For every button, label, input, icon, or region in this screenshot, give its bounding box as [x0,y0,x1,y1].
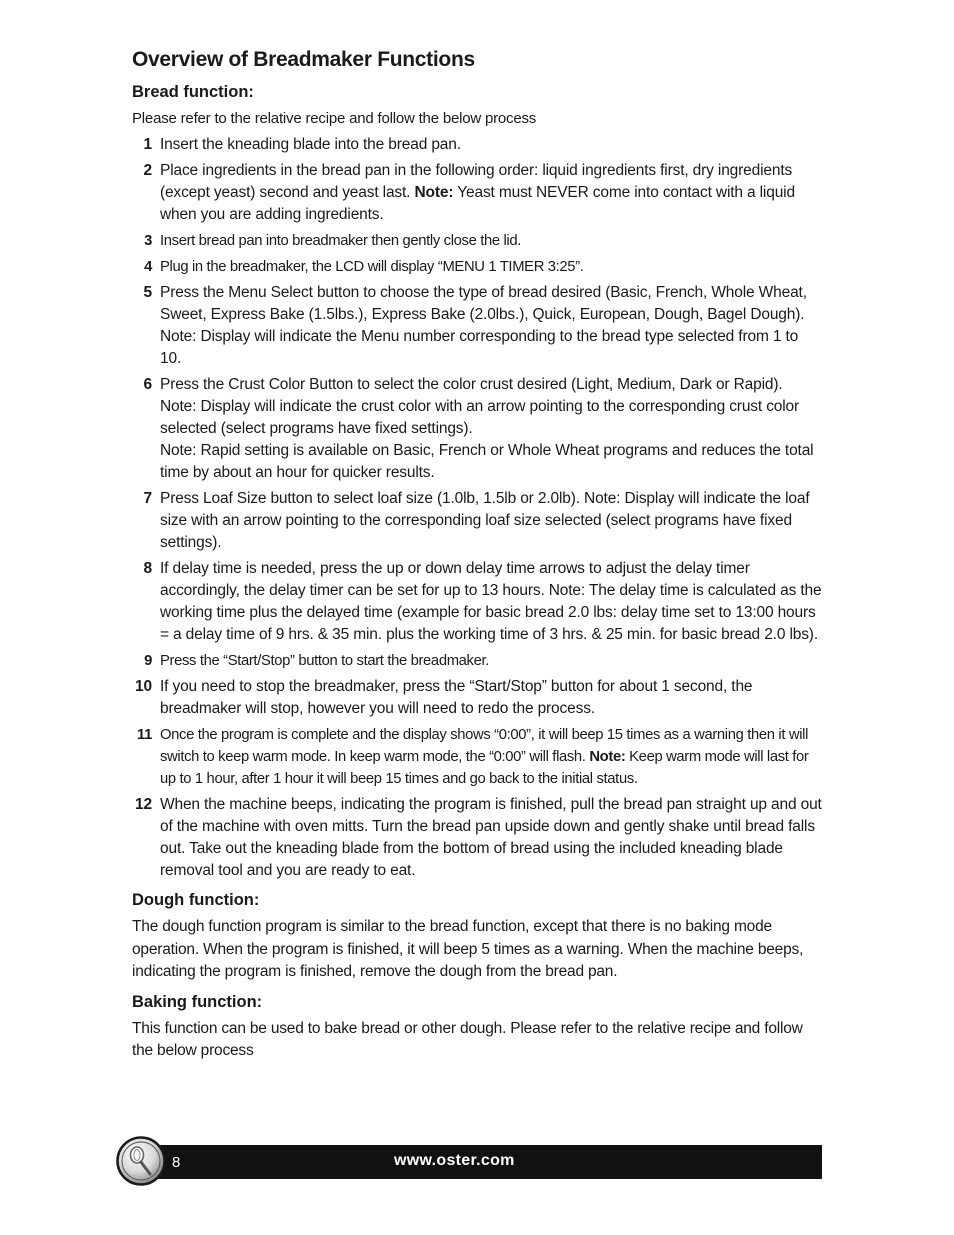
step-text: Insert the kneading blade into the bread pan. [160,136,461,153]
step-item [132,256,822,278]
footer-url: www.oster.com [394,1152,515,1169]
bread-steps-list [132,134,822,882]
step-number: 9 [144,653,152,669]
document-page [132,48,822,1063]
step-item [132,724,822,790]
dough-function-heading: Dough function: [132,891,260,909]
step-item [132,794,822,882]
step-item [132,374,822,484]
magnifier-whisk-icon [116,1136,166,1186]
dough-function-section [132,891,822,984]
step-item [132,650,822,672]
step-text: Place ingredients in the bread pan in the following order: liquid ingredients first, dry ingredients (except yeast) second and yeast last. [160,162,793,201]
step-item [132,160,822,226]
step-text: Keep warm mode will last for up to 1 hour, after 1 hour it will beep 15 times and go back to the initial status. [160,749,809,787]
step-number: 3 [144,233,152,249]
step-item [132,134,822,156]
bread-function-heading: Bread function: [132,83,254,101]
step-number: 1 [143,136,152,153]
note-label: Note: [414,184,454,201]
step-number: 4 [144,259,152,275]
step-number: 5 [143,284,152,301]
step-item [132,558,822,646]
step-text: Press the Menu Select button to choose the type of bread desired (Basic, French, Whole Wheat, Sweet, Express Bake (1.5lbs.), Express Bake (2.0lbs.), Quick, European, Dough, Bagel Dough). Note: Display will indicate the Menu number corresponding to the bread type selected from 1 to 10. [160,284,807,367]
dough-function-body: The dough function program is similar to the bread function, except that there is no baking mode operation. When the program is finished, it will beep 5 times as a warning. When the machine beeps, indicating the program is finished, remove the dough from the bread pan. [132,918,804,980]
step-number: 12 [135,796,152,813]
step-text: Plug in the breadmaker, the LCD will display “MENU 1 TIMER 3:25”. [160,259,584,275]
step-item [132,282,822,370]
baking-function-heading: Baking function: [132,992,263,1011]
page-footer [116,1136,822,1190]
step-item [132,488,822,554]
step-text: Once the program is complete and the display shows “0:00”, it will beep 15 times as a warning then it will switch to keep warm mode. In keep warm mode, the “0:00” will flash. [160,727,809,765]
step-number: 7 [143,490,152,507]
step-number: 2 [143,162,152,179]
step-number: 10 [135,678,152,695]
page-title: Overview of Breadmaker Functions [132,48,475,71]
step-text: Press the Crust Color Button to select the color crust desired (Light, Medium, Dark or Rapid). Note: Display will indicate the crust color with an arrow pointing to the corresponding crust color selected (select programs have fixed settings). [160,376,800,437]
bread-function-intro: Please refer to the relative recipe and follow the below process [132,110,537,127]
step-item [132,230,822,252]
step-text: Press Loaf Size button to select loaf size (1.0lb, 1.5lb or 2.0lb). Note: Display will indicate the loaf size with an arrow pointing to the corresponding loaf size selected (select programs have fixed settings). [160,490,810,551]
step-text: Note: Rapid setting is available on Basic, French or Whole Wheat programs and reduces the total time by about an hour for quicker results. [160,442,814,481]
step-number: 6 [143,376,152,393]
step-text: If you need to stop the breadmaker, press the “Start/Stop” button for about 1 second, the breadmaker will stop, however you will need to redo the process. [160,678,753,717]
baking-function-body: This function can be used to bake bread or other dough. Please refer to the relative recipe and follow the below process [132,1019,803,1059]
step-text: When the machine beeps, indicating the program is finished, pull the bread pan straight up and out of the machine with oven mitts. Turn the bread pan upside down and gently shake until bread falls out. Take out the kneading blade from the bottom of bread using the included kneading blade removal tool and you are ready to eat. [160,796,822,879]
note-label: Note: [589,749,626,765]
step-text: Insert bread pan into breadmaker then gently close the lid. [160,233,522,249]
page-number: 8 [172,1154,181,1171]
step-text: If delay time is needed, press the up or down delay time arrows to adjust the delay timer accordingly, the delay timer can be set for up to 13 hours. Note: The delay time is calculated as the working time plus the delayed time (example for basic bread 2.0 lbs: delay time set to 13:00 hours = a delay time of 9 hrs. & 35 min. plus the working time of 3 hrs. & 25 min. for basic bread 2.0 lbs). [160,560,822,643]
step-number: 8 [143,560,152,577]
baking-function-section [132,993,822,1063]
step-text: Yeast must NEVER come into contact with a liquid when you are adding ingredients. [160,184,795,223]
step-text: Press the “Start/Stop” button to start the breadmaker. [160,653,490,669]
step-number: 11 [137,727,152,743]
step-item [132,676,822,720]
